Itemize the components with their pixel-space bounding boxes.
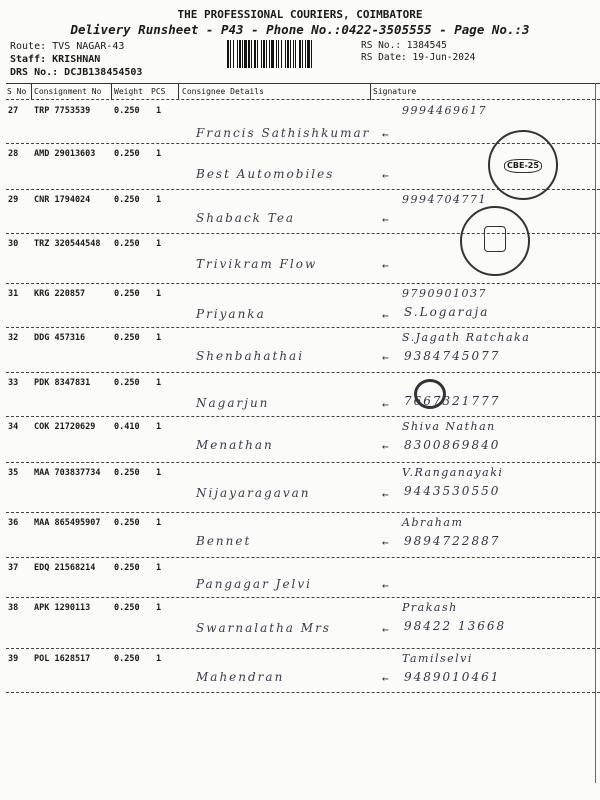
col-divider (178, 83, 179, 100)
col-consignment: Consignment No (34, 87, 102, 96)
route-label: Route: (10, 41, 47, 52)
consignment-number: APK 1290113 (34, 603, 91, 613)
consignee-name: Nagarjun (196, 396, 270, 410)
signature-line-2: S.Logaraja (404, 305, 490, 319)
col-weight: Weight (114, 87, 143, 96)
weight-value: 0.410 (114, 422, 140, 432)
consignee-name: Menathan (196, 438, 274, 452)
consignment-number: EDQ 21568214 (34, 563, 96, 573)
runsheet-title: THE PROFESSIONAL COURIERS, COIMBATORE (177, 8, 423, 21)
weight-value: 0.250 (114, 333, 140, 343)
staff-line: Staff: KRISHNAN (10, 54, 101, 65)
weight-value: 0.250 (114, 289, 140, 299)
weight-value: 0.250 (114, 149, 140, 159)
col-signature: Signature (373, 87, 417, 96)
signature-line-2: 8300869840 (404, 438, 501, 452)
serial-number: 28 (8, 149, 19, 159)
serial-number: 29 (8, 195, 19, 205)
consignee-name: Francis Sathishkumar (196, 126, 371, 140)
pieces-count: 1 (156, 468, 162, 478)
weight-value: 0.250 (114, 378, 140, 388)
delivery-tick-mark: ← (382, 623, 389, 636)
consignee-name: Trivikram Flow (196, 257, 318, 271)
pieces-count: 1 (156, 603, 162, 613)
consignee-name: Bennet (196, 534, 252, 548)
table-row (0, 283, 600, 327)
weight-value: 0.250 (114, 603, 140, 613)
consignment-number: TRP 7753539 (34, 106, 91, 116)
pieces-count: 1 (156, 149, 162, 159)
serial-number: 34 (8, 422, 19, 432)
signature-line-1: 9994469617 (402, 104, 487, 117)
delivery-tick-mark: ← (382, 440, 389, 453)
signature-line-1: V.Ranganayaki (402, 466, 504, 479)
signature-line-1: Prakash (402, 601, 458, 614)
row-divider (6, 692, 600, 693)
pieces-count: 1 (156, 518, 162, 528)
table-row (0, 597, 600, 648)
delivery-tick-mark: ← (382, 309, 389, 322)
weight-value: 0.250 (114, 195, 140, 205)
signature-line-2: 7667321777 (404, 394, 501, 408)
company-seal-stamp (460, 206, 530, 276)
serial-number: 27 (8, 106, 19, 116)
delivery-tick-mark: ← (382, 213, 389, 226)
weight-value: 0.250 (114, 563, 140, 573)
pieces-count: 1 (156, 654, 162, 664)
table-row (0, 512, 600, 557)
delivery-tick-mark: ← (382, 579, 389, 592)
signature-line-1: Tamilselvi (402, 652, 473, 665)
signature-line-1: 9994704771 (402, 193, 487, 206)
pieces-count: 1 (156, 106, 162, 116)
col-pcs: PCS (151, 87, 166, 96)
consignment-number: MAA 865495907 (34, 518, 101, 528)
weight-value: 0.250 (114, 106, 140, 116)
route-line (10, 41, 124, 52)
serial-number: 32 (8, 333, 19, 343)
pieces-count: 1 (156, 563, 162, 573)
signature-line-2: 9384745077 (404, 349, 501, 363)
rs-date: RS Date: 19-Jun-2024 (361, 52, 476, 63)
signature-line-2: 9443530550 (404, 484, 501, 498)
consignee-name: Best Automobiles (196, 167, 335, 181)
signature-line-1: 9790901037 (402, 287, 487, 300)
col-divider (111, 83, 112, 100)
weight-value: 0.250 (114, 654, 140, 664)
serial-number: 35 (8, 468, 19, 478)
table-row (0, 648, 600, 692)
signature-line-1: Abraham (402, 516, 464, 529)
table-row (0, 372, 600, 416)
serial-number: 38 (8, 603, 19, 613)
consignment-number: KRG 220857 (34, 289, 86, 299)
delivery-tick-mark: ← (382, 128, 389, 141)
consignee-name: Shenbahathai (196, 349, 305, 363)
serial-number: 33 (8, 378, 19, 388)
consignment-number: DDG 457316 (34, 333, 86, 343)
consignment-number: TRZ 320544548 (34, 239, 101, 249)
delivery-tick-mark: ← (382, 351, 389, 364)
company-seal-stamp: CBE-25 (488, 130, 558, 200)
consignment-number: PDK 8347831 (34, 378, 91, 388)
consignment-number: AMD 29013603 (34, 149, 96, 159)
serial-number: 36 (8, 518, 19, 528)
table-row (0, 416, 600, 462)
table-row (0, 557, 600, 597)
consignment-number: COK 21720629 (34, 422, 96, 432)
table-row (0, 462, 600, 512)
weight-value: 0.250 (114, 468, 140, 478)
serial-number: 30 (8, 239, 19, 249)
delivery-tick-mark: ← (382, 398, 389, 411)
pieces-count: 1 (156, 289, 162, 299)
delivery-tick-mark: ← (382, 672, 389, 685)
consignment-number: MAA 703837734 (34, 468, 101, 478)
barcode (227, 40, 353, 68)
rs-number: RS No.: 1384545 (361, 40, 447, 51)
col-consignee: Consignee Details (182, 87, 264, 96)
runsheet-subtitle: Delivery Runsheet - P43 - Phone No.:0422-3505555 - Page No.:3 (70, 22, 530, 37)
pieces-count: 1 (156, 378, 162, 388)
consignee-name: Priyanka (196, 307, 266, 321)
signature-line-2: 98422 13668 (404, 619, 507, 633)
delivery-tick-mark: ← (382, 536, 389, 549)
consignment-number: POL 1628517 (34, 654, 91, 664)
col-divider (31, 83, 32, 100)
delivery-tick-mark: ← (382, 169, 389, 182)
serial-number: 39 (8, 654, 19, 664)
pieces-count: 1 (156, 422, 162, 432)
consignee-name: Nijayaragavan (196, 486, 311, 500)
route-value: TVS NAGAR-43 (52, 41, 125, 52)
weight-value: 0.250 (114, 518, 140, 528)
pieces-count: 1 (156, 195, 162, 205)
delivery-tick-mark: ← (382, 259, 389, 272)
col-divider (370, 83, 371, 100)
table-row (0, 327, 600, 372)
consignment-number: CNR 1794024 (34, 195, 91, 205)
consignee-name: Shaback Tea (196, 211, 296, 225)
consignee-name: Swarnalatha Mrs (196, 621, 331, 635)
signature-line-2: 9489010461 (404, 670, 501, 684)
signature-line-1: Shiva Nathan (402, 420, 496, 433)
pieces-count: 1 (156, 333, 162, 343)
drs-number: DRS No.: DCJB138454503 (10, 67, 143, 78)
signature-scribble-mark (414, 379, 446, 409)
delivery-tick-mark: ← (382, 488, 389, 501)
col-sno: S No (7, 87, 27, 96)
table-header (0, 86, 600, 98)
pieces-count: 1 (156, 239, 162, 249)
signature-line-1: S.Jagath Ratchaka (402, 331, 531, 344)
consignee-name: Pangagar Jelvi (196, 577, 313, 591)
table-top-rule (6, 83, 600, 84)
serial-number: 31 (8, 289, 19, 299)
weight-value: 0.250 (114, 239, 140, 249)
consignee-name: Mahendran (196, 670, 285, 684)
signature-line-2: 9894722887 (404, 534, 501, 548)
serial-number: 37 (8, 563, 19, 573)
